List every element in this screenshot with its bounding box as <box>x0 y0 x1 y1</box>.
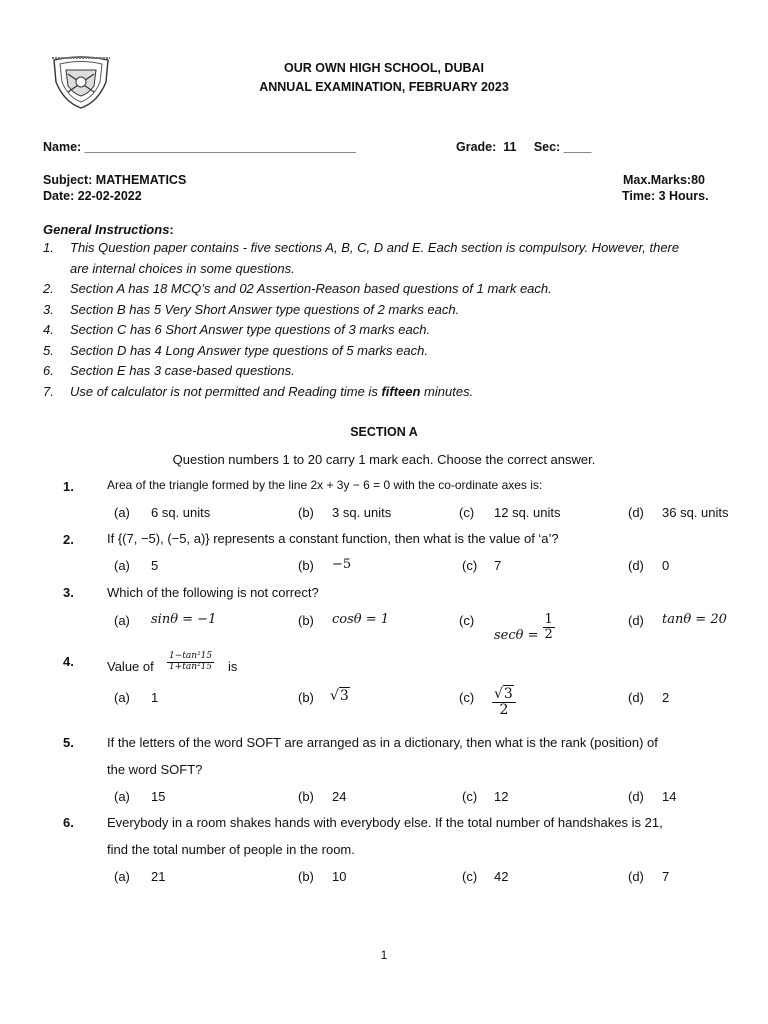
option-label: (c) <box>462 869 478 884</box>
exam-title: ANNUAL EXAMINATION, FEBRUARY 2023 <box>259 80 509 94</box>
max-marks: Max.Marks:80 <box>623 173 705 187</box>
instruction-7-num: 7. <box>43 384 54 399</box>
option-label: (d) <box>628 869 644 884</box>
question-number: 5. <box>63 735 74 750</box>
option-value: cosθ = 1 <box>332 612 390 627</box>
option-value: 0 <box>662 558 670 573</box>
option-value: 24 <box>332 789 347 804</box>
option-value: secθ = $\frac{1}{2}$ <box>494 611 553 643</box>
option-label: (d) <box>628 558 644 573</box>
exam-time: Time: 3 Hours. <box>622 189 709 203</box>
option-value: 7 <box>662 869 670 884</box>
question-text: Which of the following is not correct? <box>107 585 319 600</box>
option-value: 36 sq. units <box>662 505 729 520</box>
instruction-1-text: This Question paper contains - five sections A, B, C, D and E. Each section is compulsory. However, there <box>70 240 680 255</box>
option-value: √3 <box>330 688 349 704</box>
instruction-6-text: Section E has 3 case-based questions. <box>70 363 295 378</box>
option-label: (d) <box>628 505 644 520</box>
instruction-2-num: 2. <box>43 281 54 296</box>
question-text-prefix: Value of <box>107 659 154 674</box>
question-text: Everybody in a room shakes hands with everybody else. If the total number of handshakes is 21, <box>107 815 663 830</box>
instruction-5-text: Section D has 4 Long Answer type questions of 5 marks each. <box>70 343 428 358</box>
school-name: OUR OWN HIGH SCHOOL, DUBAI <box>284 61 484 75</box>
instruction-4-num: 4. <box>43 322 54 337</box>
question-number: 6. <box>63 815 74 830</box>
question-text-cont: the word SOFT? <box>107 762 203 777</box>
name-field: Name: _______________________________________ <box>43 140 356 154</box>
question-text: If {(7, −5), (−5, a)} represents a constant function, then what is the value of ‘a’? <box>107 531 559 546</box>
option-label: (b) <box>298 558 314 573</box>
option-value: $\frac{√3}{2}$ <box>492 687 516 719</box>
subject: Subject: MATHEMATICS <box>43 173 187 187</box>
option-label: (c) <box>459 690 475 705</box>
option-label: (b) <box>298 613 314 628</box>
option-value: 3 sq. units <box>332 505 392 520</box>
question-text-cont: find the total number of people in the room. <box>107 842 355 857</box>
instructions-heading: General Instructions: <box>43 222 174 237</box>
option-value: tanθ = 20 <box>662 612 727 627</box>
option-label: (c) <box>462 558 478 573</box>
option-value: sinθ = −1 <box>151 612 217 627</box>
instruction-6-num: 6. <box>43 363 54 378</box>
instruction-3-text: Section B has 5 Very Short Answer type questions of 2 marks each. <box>70 302 460 317</box>
fraction: $\frac{1}{2}$ <box>544 611 553 642</box>
option-value: 6 sq. units <box>151 505 211 520</box>
option-value: 21 <box>151 869 166 884</box>
option-value: 14 <box>662 789 677 804</box>
section-title: SECTION A <box>350 425 418 439</box>
question-number: 2. <box>63 532 74 547</box>
instruction-4-text: Section C has 6 Short Answer type questions of 3 marks each. <box>70 322 431 337</box>
instruction-7-text: Use of calculator is not permitted and Reading time is fifteen minutes. <box>70 384 474 399</box>
page-number: 1 <box>380 948 388 962</box>
question-number: 4. <box>63 654 74 669</box>
option-label: (a) <box>114 558 130 573</box>
option-label: (a) <box>114 505 130 520</box>
option-label: (c) <box>459 505 475 520</box>
option-value: 2 <box>662 690 670 705</box>
option-label: (c) <box>459 613 475 628</box>
question-text-suffix: is <box>228 659 238 674</box>
option-label: (c) <box>462 789 478 804</box>
option-value: 12 sq. units <box>494 505 561 520</box>
option-label: (d) <box>628 613 644 628</box>
grade-section: Grade: 11 Sec: ____ <box>456 140 592 154</box>
option-value: −5 <box>332 557 352 572</box>
option-label: (b) <box>298 690 314 705</box>
option-value: 42 <box>494 869 509 884</box>
option-label: (a) <box>114 690 130 705</box>
option-value: 10 <box>332 869 347 884</box>
instruction-3-num: 3. <box>43 302 54 317</box>
option-label: (a) <box>114 613 130 628</box>
option-label: (d) <box>628 690 644 705</box>
option-label: (b) <box>298 869 314 884</box>
option-label: (a) <box>114 789 130 804</box>
option-value: 5 <box>151 558 159 573</box>
question-text: Area of the triangle formed by the line 2x + 3y − 6 = 0 with the co-ordinate axes is: <box>107 478 543 492</box>
instruction-1-cont: are internal choices in some questions. <box>70 261 295 276</box>
exam-date: Date: 22-02-2022 <box>43 189 142 203</box>
fraction: $\frac{\text{1−tan²15}}{\text{1+tan²15}}$ <box>169 651 213 672</box>
instruction-1: 1. <box>43 240 54 255</box>
option-value: 7 <box>494 558 502 573</box>
question-text: If the letters of the word SOFT are arranged as in a dictionary, then what is the rank (position) of <box>107 735 658 750</box>
option-value: 1 <box>151 690 159 705</box>
option-label: (a) <box>114 869 130 884</box>
question-number: 3. <box>63 585 74 600</box>
option-value: 15 <box>151 789 166 804</box>
question-number: 1. <box>63 479 74 494</box>
option-label: (b) <box>298 789 314 804</box>
option-label: (d) <box>628 789 644 804</box>
section-subtitle: Question numbers 1 to 20 carry 1 mark each. Choose the correct answer. <box>172 452 596 467</box>
instruction-5-num: 5. <box>43 343 54 358</box>
instruction-2-text: Section A has 18 MCQ’s and 02 Assertion-Reason based questions of 1 mark each. <box>70 281 552 296</box>
option-value: 12 <box>494 789 509 804</box>
option-label: (b) <box>298 505 314 520</box>
